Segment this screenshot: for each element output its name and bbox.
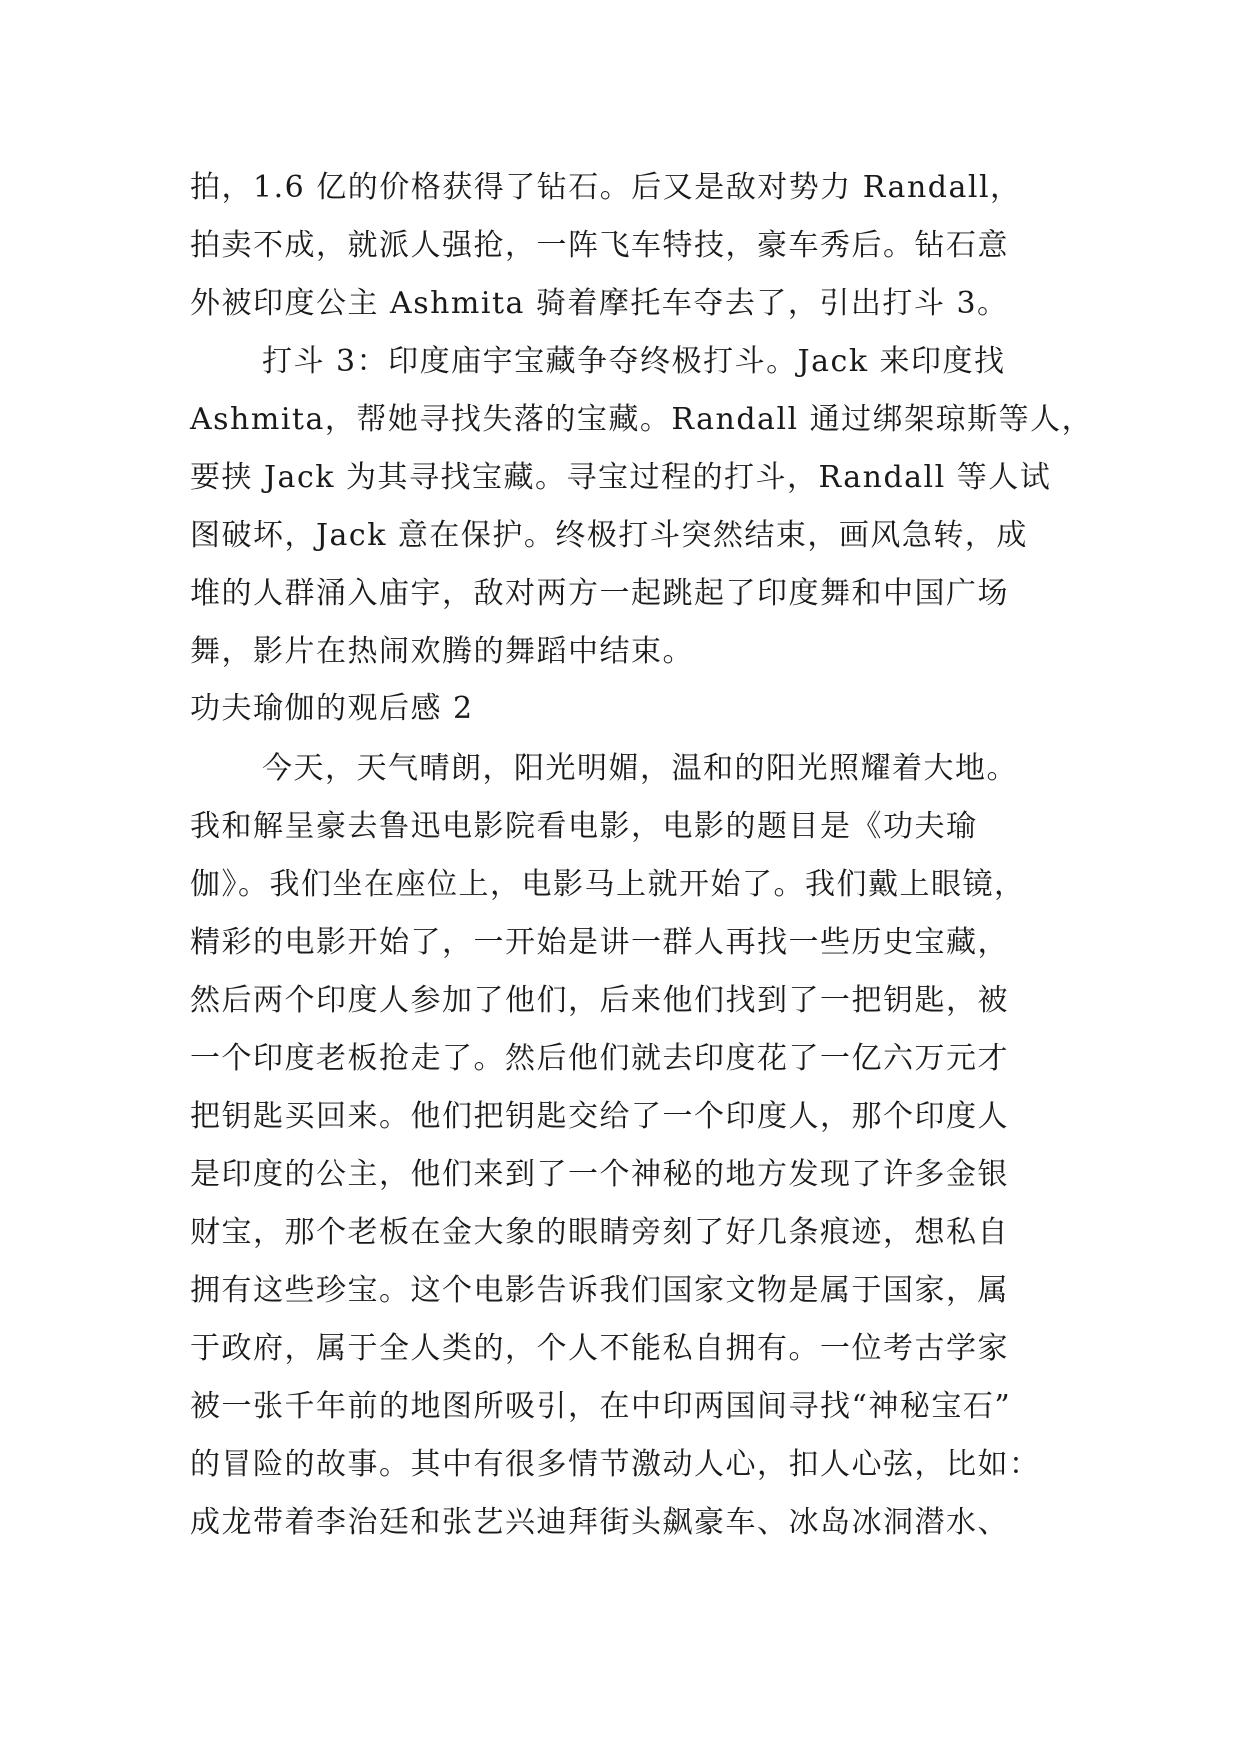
text-line: 今天，天气晴朗，阳光明媚，温和的阳光照耀着大地。 — [262, 751, 1018, 786]
text-line: 拍，1.6 亿的价格获得了钻石。后又是敌对势力 Randall， — [190, 170, 1022, 205]
text-line: 的冒险的故事。其中有很多情节激动人心，扣人心弦，比如： — [190, 1447, 1041, 1482]
paragraph-continuation — [190, 159, 1060, 333]
section-heading: 功夫瑜伽的观后感 2 — [190, 691, 474, 726]
text-line: 舞，影片在热闹欢腾的舞蹈中结束。 — [190, 634, 694, 669]
text-line: 外被印度公主 Ashmita 骑着摩托车夺去了，引出打斗 3。 — [190, 286, 1009, 321]
text-line: Ashmita，帮她寻找失落的宝藏。Randall 通过绑架琼斯等人， — [190, 402, 1094, 437]
text-line: 是印度的公主，他们来到了一个神秘的地方发现了许多金银 — [190, 1157, 1009, 1192]
text-line: 精彩的电影开始了，一开始是讲一群人再找一些历史宝藏， — [190, 925, 1009, 960]
text-line: 图破坏，Jack 意在保护。终极打斗突然结束，画风急转，成 — [190, 518, 1028, 553]
paragraph-fight-3 — [190, 333, 1094, 681]
text-line: 财宝，那个老板在金大象的眼睛旁刻了好几条痕迹，想私自 — [190, 1215, 1009, 1250]
text-line: 要挟 Jack 为其寻找宝藏。寻宝过程的打斗，Randall 等人试 — [190, 460, 1052, 495]
text-line: 打斗 3：印度庙宇宝藏争夺终极打斗。Jack 来印度找 — [262, 344, 1006, 379]
text-line: 伽》。我们坐在座位上，电影马上就开始了。我们戴上眼镜， — [190, 867, 1026, 902]
text-line: 堆的人群涌入庙宇，敌对两方一起跳起了印度舞和中国广场 — [190, 576, 1009, 611]
text-line: 一个印度老板抢走了。然后他们就去印度花了一亿六万元才 — [190, 1041, 1009, 1076]
text-line: 把钥匙买回来。他们把钥匙交给了一个印度人，那个印度人 — [190, 1099, 1009, 1134]
text-line: 然后两个印度人参加了他们，后来他们找到了一把钥匙，被 — [190, 983, 1009, 1018]
text-line: 于政府，属于全人类的，个人不能私自拥有。一位考古学家 — [190, 1331, 1009, 1366]
text-line: 我和解呈豪去鲁迅电影院看电影，电影的题目是《功夫瑜 — [190, 809, 978, 844]
text-line: 拥有这些珍宝。这个电影告诉我们国家文物是属于国家，属 — [190, 1273, 1009, 1308]
text-line: 拍卖不成，就派人强抢，一阵飞车特技，豪车秀后。钻石意 — [190, 228, 1009, 263]
paragraph-review-2 — [190, 740, 1060, 1552]
text-line: 成龙带着李治廷和张艺兴迪拜街头飙豪车、冰岛冰洞潜水、 — [190, 1505, 1009, 1540]
text-line: 被一张千年前的地图所吸引，在中印两国间寻找“神秘宝石” — [190, 1389, 1012, 1424]
